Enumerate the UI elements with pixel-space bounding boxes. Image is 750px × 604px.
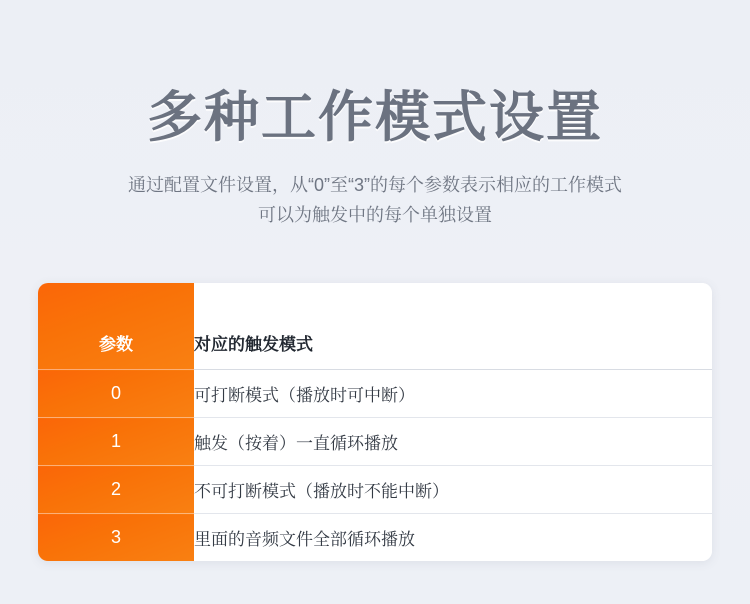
table-row xyxy=(38,370,712,418)
row-mode-0: 可打断模式（播放时可中断） xyxy=(194,370,712,418)
row-param-1: 1 xyxy=(38,418,194,466)
table-row xyxy=(38,418,712,466)
row-param-2: 2 xyxy=(38,466,194,514)
row-mode-2: 不可打断模式（播放时不能中断） xyxy=(194,466,712,514)
table-row xyxy=(38,514,712,562)
page-title: 多种工作模式设置 xyxy=(146,86,603,148)
modes-table-container xyxy=(38,283,712,561)
column-header-param: 参数 xyxy=(38,283,194,370)
page-subtitle xyxy=(0,148,750,230)
row-mode-1: 触发（按着）一直循环播放 xyxy=(194,418,712,466)
subtitle-line-2: 可以为触发中的每个单独设置 xyxy=(258,205,492,225)
row-mode-3: 里面的音频文件全部循环播放 xyxy=(194,514,712,562)
row-param-3: 3 xyxy=(38,514,194,562)
row-param-0: 0 xyxy=(38,370,194,418)
subtitle-line-1: 通过配置文件设置，从“0”至“3”的每个参数表示相应的工作模式 xyxy=(128,175,622,195)
table-row xyxy=(38,466,712,514)
modes-table xyxy=(38,283,712,561)
column-header-mode: 对应的触发模式 xyxy=(194,283,712,370)
table-header-row xyxy=(38,283,712,370)
